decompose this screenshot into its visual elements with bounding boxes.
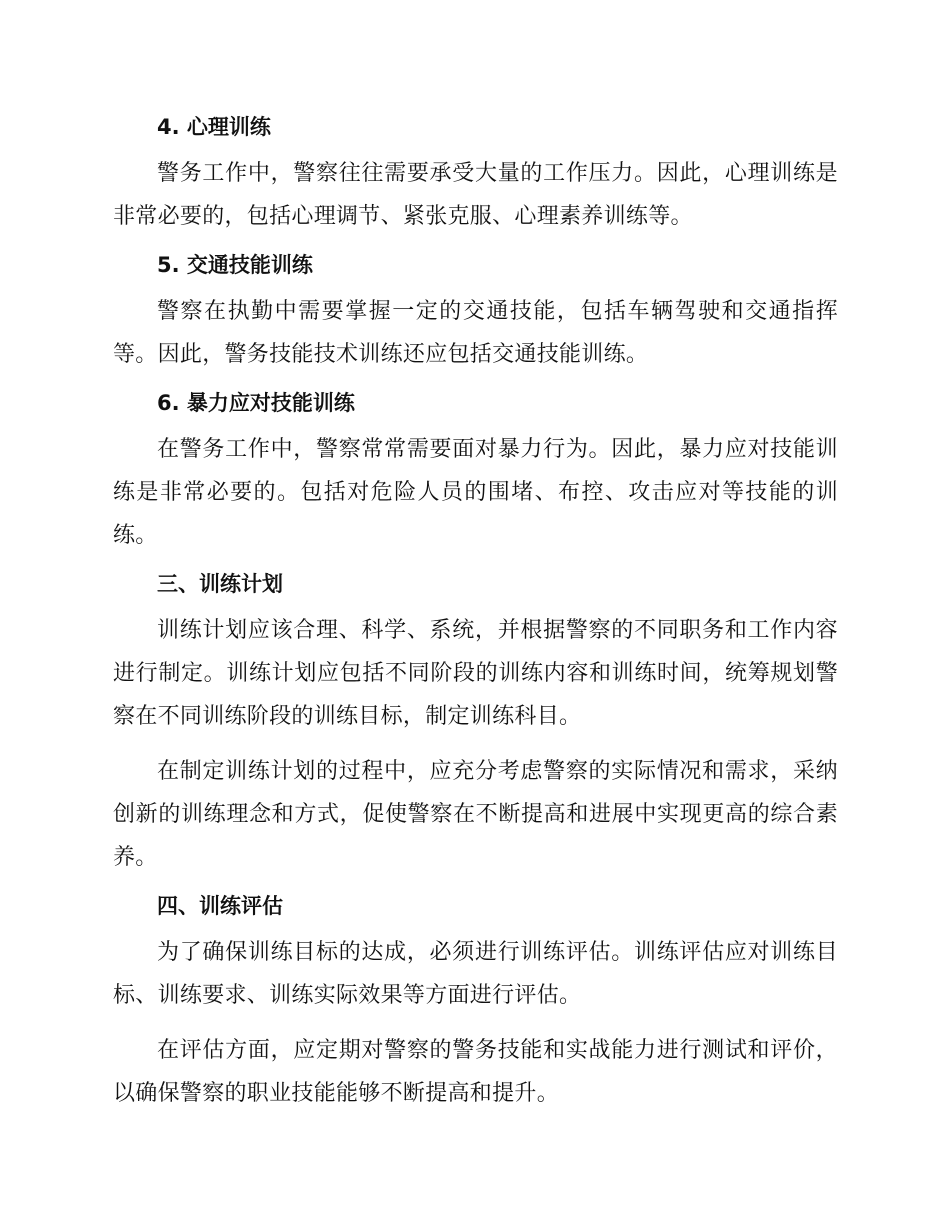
paragraph: 在制定训练计划的过程中，应充分考虑警察的实际情况和需求，采纳创新的训练理念和方式，促使警察在不断提高和进展中实现更高的综合素养。: [113, 759, 838, 870]
paragraph: 为了确保训练目标的达成，必须进行训练评估。训练评估应对训练目标、训练要求、训练实际效果等方面进行评估。: [113, 940, 838, 1008]
section-heading: 4. 心理训练: [157, 115, 271, 139]
section-heading: 三、训练计划: [157, 572, 283, 596]
section-heading: 四、训练评估: [157, 894, 283, 918]
paragraph: 在警务工作中，警察常常需要面对暴力行为。因此，暴力应对技能训练是非常必要的。包括对危险人员的围堵、布控、攻击应对等技能的训练。: [113, 437, 838, 548]
paragraph: 训练计划应该合理、科学、系统，并根据警察的不同职务和工作内容进行制定。训练计划应包括不同阶段的训练内容和训练时间，统筹规划警察在不同训练阶段的训练目标，制定训练科目。: [113, 618, 838, 729]
section-heading: 5. 交通技能训练: [157, 253, 313, 277]
paragraph: 警务工作中，警察往往需要承受大量的工作压力。因此，心理训练是非常必要的，包括心理调节、紧张克服、心理素养训练等。: [113, 161, 838, 229]
section-heading: 6. 暴力应对技能训练: [157, 391, 355, 415]
paragraph: 在评估方面，应定期对警察的警务技能和实战能力进行测试和评价，以确保警察的职业技能能够不断提高和提升。: [113, 1038, 838, 1106]
paragraph: 警察在执勤中需要掌握一定的交通技能，包括车辆驾驶和交通指挥等。因此，警务技能技术训练还应包括交通技能训练。: [113, 299, 838, 367]
